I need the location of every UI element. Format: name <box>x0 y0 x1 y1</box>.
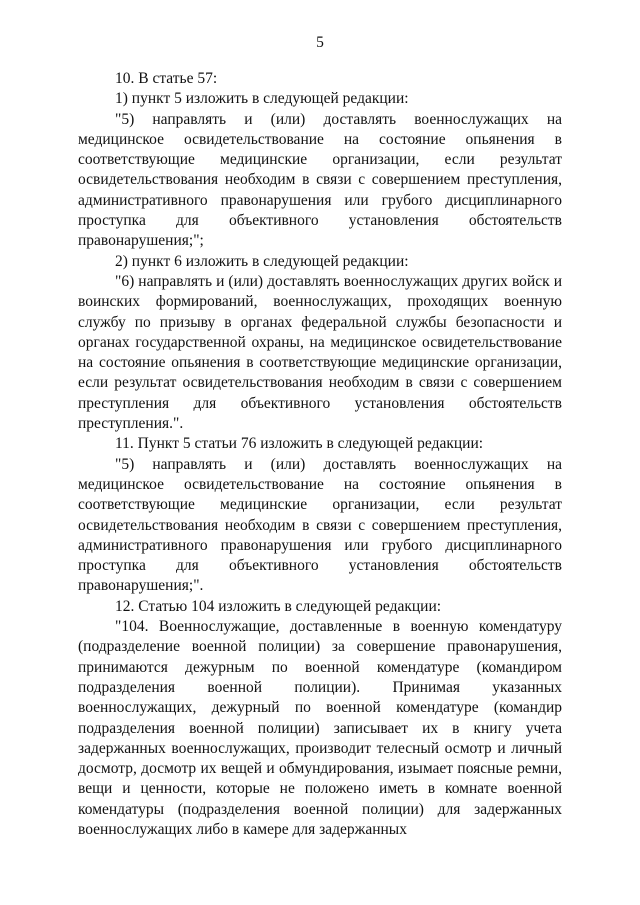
paragraph-item-5-instruction: 1) пункт 5 изложить в следующей редакции: <box>115 90 409 108</box>
document-body <box>78 69 562 840</box>
paragraph-article-104-heading: 12. Статью 104 изложить в следующей редакции: <box>115 597 442 615</box>
paragraph-article-57-heading: 10. В статье 57: <box>115 70 218 87</box>
paragraph-item-6-text: "6) направлять и (или) доставлять военнослужащих других войск и воинских формирований, военнослужащих, проходящих военную службу по призыву в органах федеральной службы безопасности и органах государственной охраны, на медицинское освидетельствование на состояние опьянения в соответствующие медицинские организации, если результат освидетельствования необходим в связи с совершением преступления для объективного установления обстоятельств преступления.". <box>78 272 562 433</box>
paragraph-item-6-instruction: 2) пункт 6 изложить в следующей редакции: <box>115 252 409 270</box>
paragraph-article-104-text: "104. Военнослужащие, доставленные в военную комендатуру (подразделение военной полиции) за совершение правонарушения, принимаются дежурным по военной комендатуре (командиром подразделения военной полиции). Принимая указанных военнослужащих, дежурный по военной комендатуре (командир подразделения военной полиции) записывает их в книгу учета задержанных военнослужащих, производит телесный осмотр и личный досмотр, досмотр их вещей и обмундирования, изымает поясные ремни, вещи и ценности, которые не положено иметь в комнате военной комендатуры (подразделения военной полиции) для задержанных военнослужащих либо в камере для задержанных <box>78 618 562 838</box>
page-number: 5 <box>316 34 324 51</box>
paragraph-article-76-text: "5) направлять и (или) доставлять военнослужащих на медицинское освидетельствование на состояние опьянения в соответствующие медицинские организации, если результат освидетельствования необходим в связи с совершением преступления, административного правонарушения или грубого дисциплинарного проступка для объективного установления обстоятельств правонарушения;". <box>78 455 562 595</box>
paragraph-article-76-heading: 11. Пункт 5 статьи 76 изложить в следующей редакции: <box>115 435 484 453</box>
paragraph-item-5-text: "5) направлять и (или) доставлять военнослужащих на медицинское освидетельствование на состояние опьянения в соответствующие медицинские организации, если результат освидетельствования необходим в связи с совершением преступления, административного правонарушения или грубого дисциплинарного проступка для объективного установления обстоятельств правонарушения;"; <box>78 110 562 250</box>
